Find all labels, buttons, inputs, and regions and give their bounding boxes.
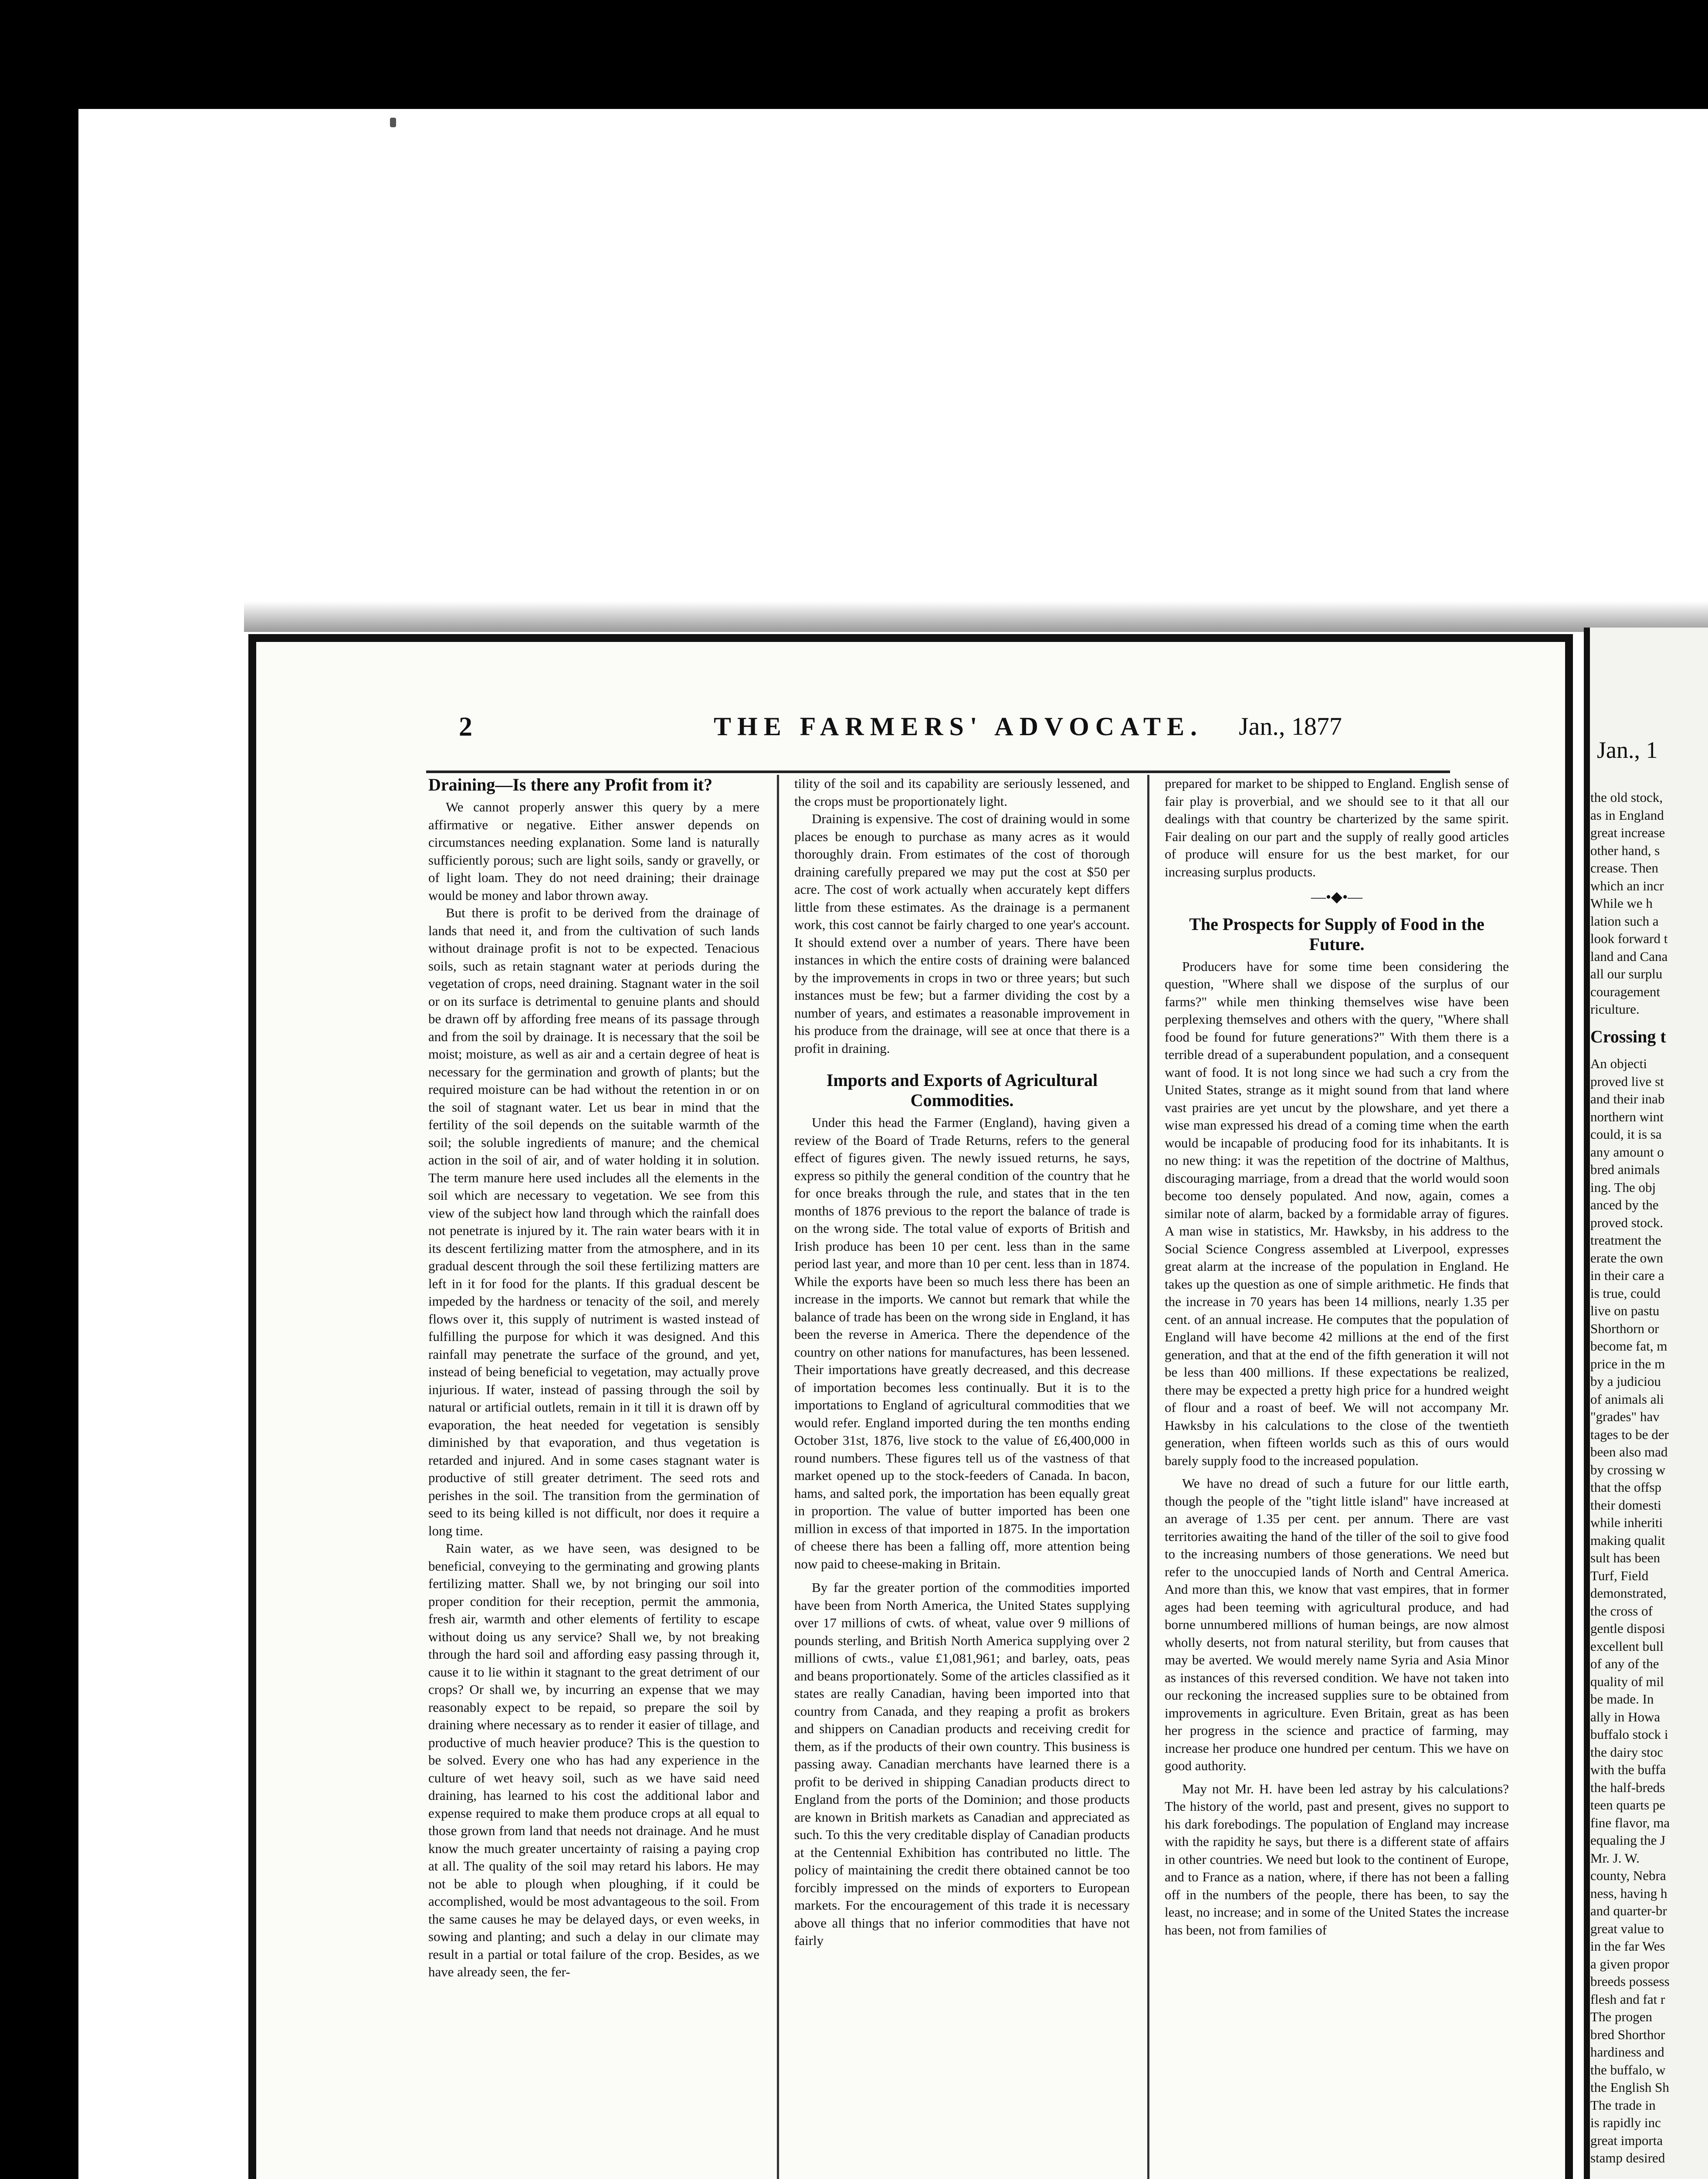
column-rule bbox=[777, 775, 779, 2179]
newspaper-page bbox=[248, 634, 1573, 2179]
adjacent-lines-a bbox=[1590, 789, 1708, 1018]
adjacent-line: The trade in bbox=[1590, 2097, 1656, 2113]
adjacent-line: hardiness and bbox=[1590, 2044, 1664, 2060]
adjacent-line: is true, could bbox=[1590, 1285, 1661, 1301]
adjacent-line: which an incr bbox=[1590, 878, 1664, 893]
article-title-imports-exports: Imports and Exports of Agricultural Commodities. bbox=[826, 1070, 1098, 1110]
adjacent-line: the buffalo, w bbox=[1590, 2062, 1666, 2077]
adjacent-line: by crossing w bbox=[1590, 1462, 1666, 1477]
adjacent-line: a given propor bbox=[1590, 1956, 1669, 1972]
issue-date: Jan., 1877 bbox=[1239, 712, 1342, 740]
binding-shadow bbox=[244, 601, 1708, 632]
adjacent-line: in the far Wes bbox=[1590, 1938, 1665, 1954]
adjacent-lines-b bbox=[1590, 1055, 1708, 2167]
header-rule bbox=[426, 770, 1450, 773]
adjacent-line: great importa bbox=[1590, 2132, 1663, 2148]
adjacent-line: become fat, m bbox=[1590, 1338, 1667, 1354]
adjacent-line: fine flavor, ma bbox=[1590, 1815, 1670, 1830]
column-rule bbox=[1147, 775, 1149, 2179]
paragraph: We cannot properly answer this query by a mere affirmative or negative. Either answer depends on circumstances needing explanation. Some land is naturally sufficiently porous; such are light soils, sandy or gravelly, or of light loam. They do not need draining; their drainage would be money and labor thrown away. bbox=[428, 799, 759, 903]
paragraph: May not Mr. H. have been led astray by his calculations? The history of the world, past and present, gives no support to his dark forebodings. The population of England may increase with the rapidity he says, but there is a different state of affairs in other countries. We need but look to the continent of Europe, and to France as a nation, where, if there has not been a falling off in the numbers of the people, there has been, to say the least, no increase; and in some of the United States the increase has been, not from families of bbox=[1165, 1781, 1509, 1938]
ornament-divider: —•◆•— bbox=[1311, 889, 1362, 905]
adjacent-line: demonstrated, bbox=[1590, 1585, 1667, 1601]
adjacent-line: bred Shorthor bbox=[1590, 2026, 1665, 2042]
paragraph: But there is profit to be derived from the drainage of lands that need it, and from the cultivation of such lands without drainage profit is not to be expected. Tenacious soils, such as retain stagnant water at periods during the vegetation of crops, need draining. Stagnant water in the soil or on its surface is detrimental to genuine plants and should be drawn off by affording free means of its passage through and from the soil by drainage. It is necessary that the soil be moist; moisture, as well as air and a certain degree of heat is necessary for the germination and growth of plants; but the required moisture can be had without the retention in or on the soil of stagnant water. Let us bear in mind that the fertility of the soil depends on the suitable warmth of the soil; the soluble ingredients of manure; and the chemical action in the soil of air, and of water holding it in solution. The term manure here used includes all the elements in the soil which are necessary to vegetation. We see from this view of the subject how land through which the rainfall does not penetrate is injured by it. The rain water bears with it in its descent fertilizing matter from the atmosphere, and in its gradual descent through the soil these fertilizing matters are left in it for food for the plants. If this gradual descent be impeded by the hardness or tenacity of the soil, and merely flows over it, this supply of nutriment is wasted instead of fulfilling the purpose for which it was designed. And this rainfall may penetrate the surface of the ground, and yet, instead of being beneficial to vegetation, may actually prove injurious. If water, instead of passing through the soil by natural or artificial outlets, remain in it till it is drawn off by evaporation, the heat needed for vegetation is sensibly diminished by that evaporation, and thus vegetation is retarded and injured. And in some cases stagnant water is productive of still greater detriment. The seed rots and perishes in the soil. The transition from the germination of seed to its being killed is not difficult, nor does it require a long time. bbox=[428, 905, 759, 1538]
adjacent-line: anced by the bbox=[1590, 1197, 1659, 1212]
page-number: 2 bbox=[459, 712, 472, 742]
masthead: THE FARMERS' ADVOCATE. bbox=[714, 712, 1203, 741]
paragraph: prepared for market to be shipped to England. English sense of fair play is proverbial, and we should see to it that all our dealings with that country be charterized by the same spirit. Fair dealing on our part and the supply of really good articles of produce will ensure for us the best market, for our increasing surplus products. bbox=[1165, 776, 1509, 879]
adjacent-line: the half-breds bbox=[1590, 1779, 1665, 1795]
adjacent-line: the cross of bbox=[1590, 1603, 1653, 1619]
adjacent-line: Mr. J. W. bbox=[1590, 1850, 1640, 1866]
paragraph: tility of the soil and its capability are seriously lessened, and the crops must be proportionately light. bbox=[794, 776, 1130, 809]
adjacent-line: and quarter-br bbox=[1590, 1903, 1667, 1918]
adjacent-line: The progen bbox=[1590, 2009, 1653, 2024]
adjacent-line: proved live st bbox=[1590, 1073, 1664, 1089]
paragraph: Rain water, as we have seen, was designed to be beneficial, conveying to the germinating and growing plants fertilizing matter. Shall we, by not bringing our soil into proper condition for their reception, permit the ammonia, fresh air, warmth and other elements of fertility to escape without doing us any service? Shall we, by not breaking through the hard soil and affording easy passing through it, cause it to lie within it stagnant to the great detriment of our crops? Or shall we, by incurring an expense that we may reasonably expect to be repaid, so prepare the soil by draining where necessary as to render it easier of tillage, and productive of much heavier produce? This is the question to be solved. Every one who has had any experience in the culture of wet heavy soil, such as we have said need draining, has learned to his cost the additional labor and expense required to make them produce crops at all equal to those grown from land that needs not drainage. And he must know the much greater uncertainty of raising a paying crop at all. The quality of the soil may retard his labors. He may not be able to plough when ploughing, if it could be accomplished, would be most advantageous to the soil. From the same causes he may be delayed days, or even weeks, in sowing and planting; and such a delay in our climate may result in a partial or total failure of the crop. Besides, as we have already seen, the fer- bbox=[428, 1541, 759, 1979]
adjacent-line: An objecti bbox=[1590, 1056, 1647, 1071]
adjacent-line: could, it is sa bbox=[1590, 1127, 1662, 1142]
scan-mark bbox=[390, 118, 396, 127]
adjacent-line: all our surplu bbox=[1590, 966, 1663, 981]
adjacent-line: the English Sh bbox=[1590, 2080, 1669, 2095]
adjacent-line: county, Nebra bbox=[1590, 1868, 1666, 1883]
adjacent-line: great value to bbox=[1590, 1921, 1664, 1936]
adjacent-line: erate the own bbox=[1590, 1250, 1663, 1266]
paragraph: Producers have for some time been considering the question, "Where shall we dispose of the surplus of our farms?" while men thinking themselves wise have been perplexing themselves and others with the query, "Where shall food be found for future generations?" With them there is a terrible dread of a superabundent population, and a consequent want of food. It is not long since we had such a cry from the United States, strange as it might sound from that land where vast prairies are yet uncut by the plowshare, and yet there a wise man expressed his dread of a coming time when the earth would be incapable of producing food for its inhabitants. It is no new thing: it was the repetition of the doctrine of Malthus, discouraging marriage, from a dread that the world would soon become too densely populated. And now, again, comes a similar note of alarm, backed by a formidable array of figures. A man wise in statistics, Mr. Hawksby, in his address to the Social Science Congress assembled at Liverpool, expresses great alarm at the increase of the population in England. He takes up the question as one of simple arithmetic. He finds that the increase in 70 years has been 14 millions, nearly 1.35 per cent. of an annual increase. He computes that the population of England will have become 42 millions at the end of the first generation, and that at the end of the fifth generation it will not be less than 400 millions. If these expectations be realized, there may be expected a pretty high price for a hundred weight of flour and a roast of beef. We will not accompany Mr. Hawksby in his calculations to the close of the twentieth generation, when fifteen worlds such as this of ours would barely supply food to the increased population. bbox=[1165, 958, 1509, 1468]
adjacent-line: Shorthorn or bbox=[1590, 1320, 1659, 1336]
adjacent-line: northern wint bbox=[1590, 1109, 1664, 1124]
adjacent-line: is rapidly inc bbox=[1590, 2115, 1661, 2130]
adjacent-line: sult has been bbox=[1590, 1550, 1661, 1565]
adjacent-line: other hand, s bbox=[1590, 842, 1660, 858]
adjacent-line: riculture. bbox=[1590, 1001, 1640, 1017]
adjacent-line: of any of the bbox=[1590, 1656, 1659, 1671]
adjacent-line: equaling the J bbox=[1590, 1833, 1666, 1848]
adjacent-line: making qualit bbox=[1590, 1532, 1665, 1548]
adjacent-line: any amount o bbox=[1590, 1144, 1664, 1160]
adjacent-page-text bbox=[1590, 789, 1708, 2179]
adjacent-line: look forward t bbox=[1590, 931, 1668, 946]
adjacent-line: the dairy stoc bbox=[1590, 1744, 1664, 1760]
adjacent-line: of animals ali bbox=[1590, 1391, 1664, 1407]
adjacent-line: tages to be der bbox=[1590, 1426, 1669, 1442]
adjacent-line: breeds possess bbox=[1590, 1974, 1670, 1989]
adjacent-line: "grades" hav bbox=[1590, 1409, 1660, 1424]
adjacent-line: by a judiciou bbox=[1590, 1374, 1661, 1389]
adjacent-page-date: Jan., 1 bbox=[1597, 737, 1658, 763]
adjacent-line: treatment the bbox=[1590, 1232, 1661, 1248]
adjacent-line: the old stock, bbox=[1590, 790, 1663, 805]
adjacent-line: Turf, Field bbox=[1590, 1568, 1649, 1583]
adjacent-line: live on pastu bbox=[1590, 1303, 1660, 1318]
adjacent-line: teen quarts pe bbox=[1590, 1797, 1666, 1812]
adjacent-line: price in the m bbox=[1590, 1356, 1665, 1371]
adjacent-line: buffalo stock i bbox=[1590, 1727, 1668, 1742]
adjacent-line: crease. Then bbox=[1590, 860, 1659, 876]
adjacent-line: While we h bbox=[1590, 896, 1653, 911]
adjacent-line: bred animals bbox=[1590, 1162, 1660, 1177]
paragraph: We have no dread of such a future for our little earth, though the people of the "tight little island" have increased at an average of 1.35 per cent. per annum. There are vast territories awaiting the hand of the tiller of the soil to give food to the increasing numbers of those generations. We need but refer to the unoccupied lands of North and Central America. And more than this, we know that vast empires, that in former ages had been teeming with agricultural produce, and had borne unnumbered millions of human beings, are now almost wholly deserts, not from natural sterility, but from causes that may be averted. We would merely name Syria and Asia Minor as instances of this reversed condition. We have not taken into our reckoning the increased supplies sure to be obtained from improvements in agriculture. Even Britain, great as has been her progress in the science and practice of farming, may increase her produce one hundred per centum. This we have on good authority. bbox=[1165, 1476, 1509, 1773]
adjacent-line: and their inab bbox=[1590, 1091, 1665, 1106]
adjacent-title: Crossing t bbox=[1590, 1026, 1666, 1046]
article-title-draining: Draining—Is there any Profit from it? bbox=[428, 775, 713, 794]
adjacent-line: stamp desired bbox=[1590, 2150, 1665, 2165]
adjacent-line: that the offsp bbox=[1590, 1480, 1662, 1495]
adjacent-line: lation such a bbox=[1590, 913, 1659, 929]
adjacent-line: with the buffa bbox=[1590, 1762, 1666, 1777]
adjacent-line: flesh and fat r bbox=[1590, 1991, 1665, 2007]
article-title-food-supply: The Prospects for Supply of Food in the Future. bbox=[1189, 914, 1484, 954]
column-2 bbox=[794, 775, 1130, 2179]
adjacent-line: be made. In bbox=[1590, 1691, 1654, 1707]
adjacent-line: been also mad bbox=[1590, 1444, 1668, 1459]
paragraph: Under this head the Farmer (England), having given a review of the Board of Trade Returns, refers to the general effect of figures given. The newly issued returns, he says, express so pithily the general condition of the country that he for once breaks through the rule, and states that in the ten months of 1876 previous to the report the balance of trade is on the wrong side. The total value of exports of British and Irish produce has been 10 per cent. less than in the same period last year, and more than 10 per cent. less than in 1874. While the exports have been so much less there has been an increase in the imports. We cannot but remark that while the balance of trade has been on the wrong side in England, it has been the reverse in America. There the dependence of the country on other nations for manufactures, has been lessened. Their importations have greatly decreased, and this decrease of importation becomes less continually. But it is to the importations to England of agricultural commodities that we would refer. England imported during the ten months ending October 31st, 1876, live stock to the value of £6,400,000 in round numbers. These figures tell us of the vastness of that market opened up to the stock-feeders of Canada. In bacon, hams, and salted pork, the importation has been equally great in proportion. The value of butter imported has been one million in excess of that imported in 1875. In the importation of cheese there has been a falling off, more attention being now paid to cheese-making in Britain. bbox=[794, 1115, 1130, 1571]
adjacent-line: great increase bbox=[1590, 825, 1665, 840]
paragraph: By far the greater portion of the commodities imported have been from North America, the United States supplying over 17 millions of cwts. of wheat, value over 9 millions of pounds sterling, and British North America supplying over 2 millions of cwts., value £1,081,961; and barley, oats, peas and beans proportionately. Some of the articles classified as it states are really Canadian, having been imported into that country from Canada, and they reaping a profit as brokers and shippers on Canadian products and receiving credit for them, as if the products of their own country. This business is passing away. Canadian merchants have learned there is a profit to be derived in shipping Canadian products direct to England from the ports of the Dominion; and those products are known in British markets as Canadian and appreciated as such. To this the very creditable display of Canadian products at the Centennial Exhibition has contributed no little. The policy of maintaining the credit there obtained cannot be too forcibly impressed on the minds of exporters to European markets. For the encouragement of this trade it is necessary above all things that no inferior commodities that have not fairly bbox=[794, 1580, 1130, 1948]
adjacent-line: excellent bull bbox=[1590, 1638, 1664, 1654]
adjacent-line: as in England bbox=[1590, 807, 1664, 823]
adjacent-line: their domesti bbox=[1590, 1497, 1661, 1513]
adjacent-line: gentle disposi bbox=[1590, 1621, 1665, 1636]
adjacent-line: proved stock. bbox=[1590, 1215, 1664, 1230]
adjacent-line: in their care a bbox=[1590, 1268, 1664, 1283]
column-3 bbox=[1165, 775, 1509, 2179]
adjacent-line: ness, having h bbox=[1590, 1885, 1667, 1901]
adjacent-line: land and Cana bbox=[1590, 948, 1668, 964]
paragraph: Draining is expensive. The cost of draining would in some places be enough to purchase as many acres as it would thoroughly drain. From estimates of the cost of thorough draining carefully prepared we may put the cost at $50 per acre. The cost of work actually when accurately kept differs little from these estimates. As the drainage is a permanent work, this cost cannot be fairly charged to one year's account. It should extend over a number of years. There have been instances in which the entire costs of draining were balanced by the improvements in crops in two or three years; but such instances must be few; but a farmer dividing the cost by a number of years, and estimates a reasonable improvement in his produce from the drainage, will see at once that there is a profit in draining. bbox=[794, 811, 1130, 1056]
adjacent-line: while inheriti bbox=[1590, 1515, 1663, 1530]
column-1 bbox=[428, 775, 759, 2179]
adjacent-line: ing. The obj bbox=[1590, 1179, 1656, 1195]
adjacent-line: quality of mil bbox=[1590, 1673, 1664, 1689]
adjacent-line: couragement bbox=[1590, 984, 1661, 999]
adjacent-line: ally in Howa bbox=[1590, 1709, 1661, 1724]
